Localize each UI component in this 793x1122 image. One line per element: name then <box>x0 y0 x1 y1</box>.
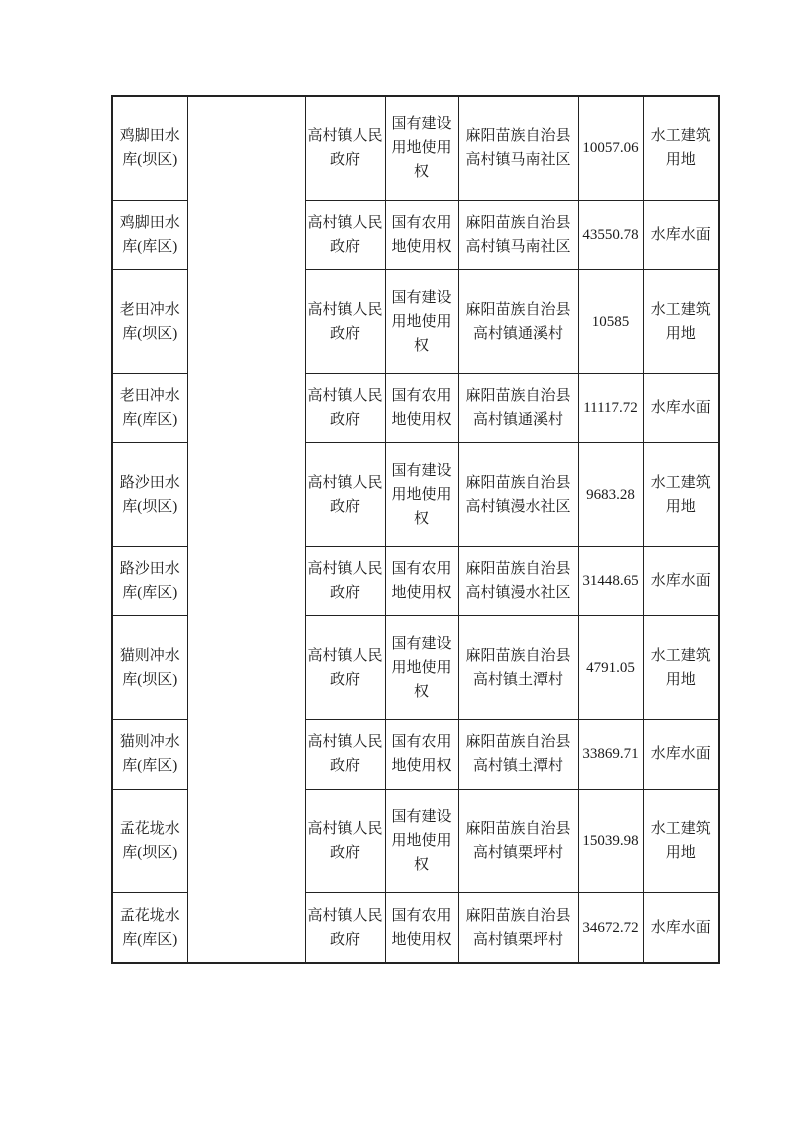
location-cell: 麻阳苗族自治县高村镇栗坪村 <box>458 789 578 893</box>
area-cell: 43550.78 <box>578 200 643 270</box>
owner-cell: 高村镇人民政府 <box>305 616 385 720</box>
right-type-cell: 国有建设用地使用权 <box>385 270 458 374</box>
reservoir-name-cell: 鸡脚田水库(库区) <box>112 200 187 270</box>
owner-cell: 高村镇人民政府 <box>305 270 385 374</box>
land-type-cell: 水库水面 <box>643 893 719 963</box>
land-type-cell: 水库水面 <box>643 720 719 790</box>
owner-cell: 高村镇人民政府 <box>305 96 385 200</box>
land-type-cell: 水工建筑用地 <box>643 270 719 374</box>
area-cell: 10585 <box>578 270 643 374</box>
land-type-cell: 水工建筑用地 <box>643 616 719 720</box>
owner-cell: 高村镇人民政府 <box>305 373 385 443</box>
right-type-cell: 国有建设用地使用权 <box>385 616 458 720</box>
location-cell: 麻阳苗族自治县高村镇通溪村 <box>458 373 578 443</box>
land-type-cell: 水工建筑用地 <box>643 96 719 200</box>
area-cell: 15039.98 <box>578 789 643 893</box>
reservoir-name-cell: 鸡脚田水库(坝区) <box>112 96 187 200</box>
right-type-cell: 国有建设用地使用权 <box>385 96 458 200</box>
area-cell: 31448.65 <box>578 546 643 616</box>
area-cell: 4791.05 <box>578 616 643 720</box>
area-cell: 11117.72 <box>578 373 643 443</box>
reservoir-name-cell: 孟花垅水库(库区) <box>112 893 187 963</box>
owner-cell: 高村镇人民政府 <box>305 789 385 893</box>
land-type-cell: 水库水面 <box>643 546 719 616</box>
reservoir-name-cell: 猫则冲水库(坝区) <box>112 616 187 720</box>
location-cell: 麻阳苗族自治县高村镇漫水社区 <box>458 443 578 547</box>
location-cell: 麻阳苗族自治县高村镇土潭村 <box>458 720 578 790</box>
right-type-cell: 国有农用地使用权 <box>385 893 458 963</box>
right-type-cell: 国有农用地使用权 <box>385 200 458 270</box>
right-type-cell: 国有农用地使用权 <box>385 720 458 790</box>
right-type-cell: 国有建设用地使用权 <box>385 789 458 893</box>
reservoir-name-cell: 老田冲水库(库区) <box>112 373 187 443</box>
area-cell: 34672.72 <box>578 893 643 963</box>
reservoir-name-cell: 路沙田水库(库区) <box>112 546 187 616</box>
location-cell: 麻阳苗族自治县高村镇栗坪村 <box>458 893 578 963</box>
owner-cell: 高村镇人民政府 <box>305 720 385 790</box>
owner-cell: 高村镇人民政府 <box>305 893 385 963</box>
right-type-cell: 国有农用地使用权 <box>385 373 458 443</box>
reservoir-name-cell: 路沙田水库(坝区) <box>112 443 187 547</box>
location-cell: 麻阳苗族自治县高村镇马南社区 <box>458 96 578 200</box>
land-type-cell: 水工建筑用地 <box>643 443 719 547</box>
right-type-cell: 国有农用地使用权 <box>385 546 458 616</box>
location-cell: 麻阳苗族自治县高村镇通溪村 <box>458 270 578 374</box>
land-type-cell: 水库水面 <box>643 373 719 443</box>
area-cell: 33869.71 <box>578 720 643 790</box>
reservoir-name-cell: 孟花垅水库(坝区) <box>112 789 187 893</box>
table-row <box>112 96 719 200</box>
reservoir-name-cell: 老田冲水库(坝区) <box>112 270 187 374</box>
owner-cell: 高村镇人民政府 <box>305 443 385 547</box>
location-cell: 麻阳苗族自治县高村镇土潭村 <box>458 616 578 720</box>
land-type-cell: 水库水面 <box>643 200 719 270</box>
area-cell: 10057.06 <box>578 96 643 200</box>
reservoir-table <box>111 95 720 964</box>
reservoir-name-cell: 猫则冲水库(库区) <box>112 720 187 790</box>
right-type-cell: 国有建设用地使用权 <box>385 443 458 547</box>
location-cell: 麻阳苗族自治县高村镇漫水社区 <box>458 546 578 616</box>
land-type-cell: 水工建筑用地 <box>643 789 719 893</box>
area-cell: 9683.28 <box>578 443 643 547</box>
merged-empty-cell <box>187 96 305 963</box>
location-cell: 麻阳苗族自治县高村镇马南社区 <box>458 200 578 270</box>
owner-cell: 高村镇人民政府 <box>305 546 385 616</box>
owner-cell: 高村镇人民政府 <box>305 200 385 270</box>
